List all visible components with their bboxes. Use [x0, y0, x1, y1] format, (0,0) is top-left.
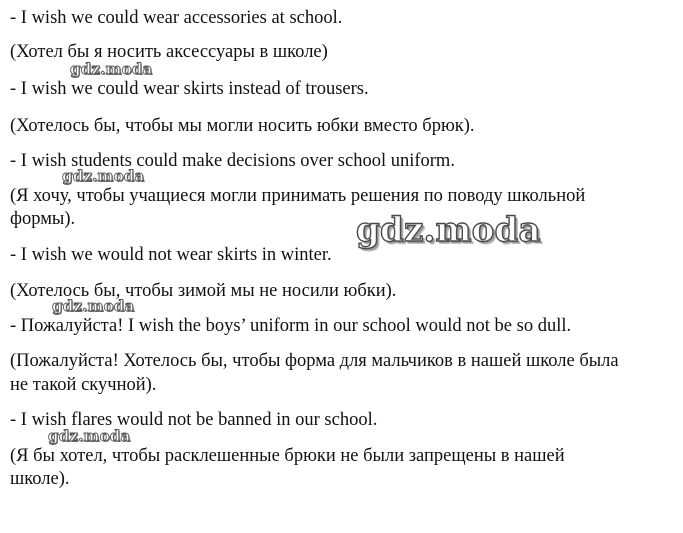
watermark-small-2: gdz.moda [62, 167, 145, 185]
sentence-dull-ru-line1: (Пожалуйста! Хотелось бы, чтобы форма для мальчиков в нашей школе была [10, 351, 619, 371]
watermark-small-3: gdz.moda [52, 297, 135, 315]
sentence-skirts-en: - I wish we could wear skirts instead of trousers. [10, 79, 369, 99]
watermark-small-1: gdz.moda [70, 60, 153, 78]
sentence-decisions-ru-line1: (Я хочу, чтобы учащиеся могли принимать решения по поводу школьной [10, 186, 586, 206]
sentence-decisions-ru-line2: формы). [10, 209, 76, 229]
sentence-dull-en: - Пожалуйста! I wish the boys’ uniform in our school would not be so dull. [10, 316, 572, 336]
sentence-accessories-en: - I wish we could wear accessories at school. [10, 8, 343, 28]
watermark-small-4: gdz.moda [48, 427, 131, 445]
sentence-winter-ru: (Хотелось бы, чтобы зимой мы не носили юбки). [10, 281, 397, 301]
sentence-decisions-en: - I wish students could make decisions over school uniform. [10, 151, 455, 171]
sentence-dull-ru-line2: не такой скучной). [10, 375, 157, 395]
watermark-large: gdz.moda [356, 210, 541, 250]
sentence-skirts-ru: (Хотелось бы, чтобы мы могли носить юбки вместо брюк). [10, 116, 475, 136]
sentence-accessories-ru: (Хотел бы я носить аксессуары в школе) [10, 42, 328, 62]
sentence-flares-en: - I wish flares would not be banned in our school. [10, 410, 378, 430]
sentence-winter-en: - I wish we would not wear skirts in winter. [10, 245, 332, 265]
sentence-flares-ru-line2: школе). [10, 469, 70, 489]
sentence-flares-ru-line1: (Я бы хотел, чтобы расклешенные брюки не были запрещены в нашей [10, 446, 565, 466]
